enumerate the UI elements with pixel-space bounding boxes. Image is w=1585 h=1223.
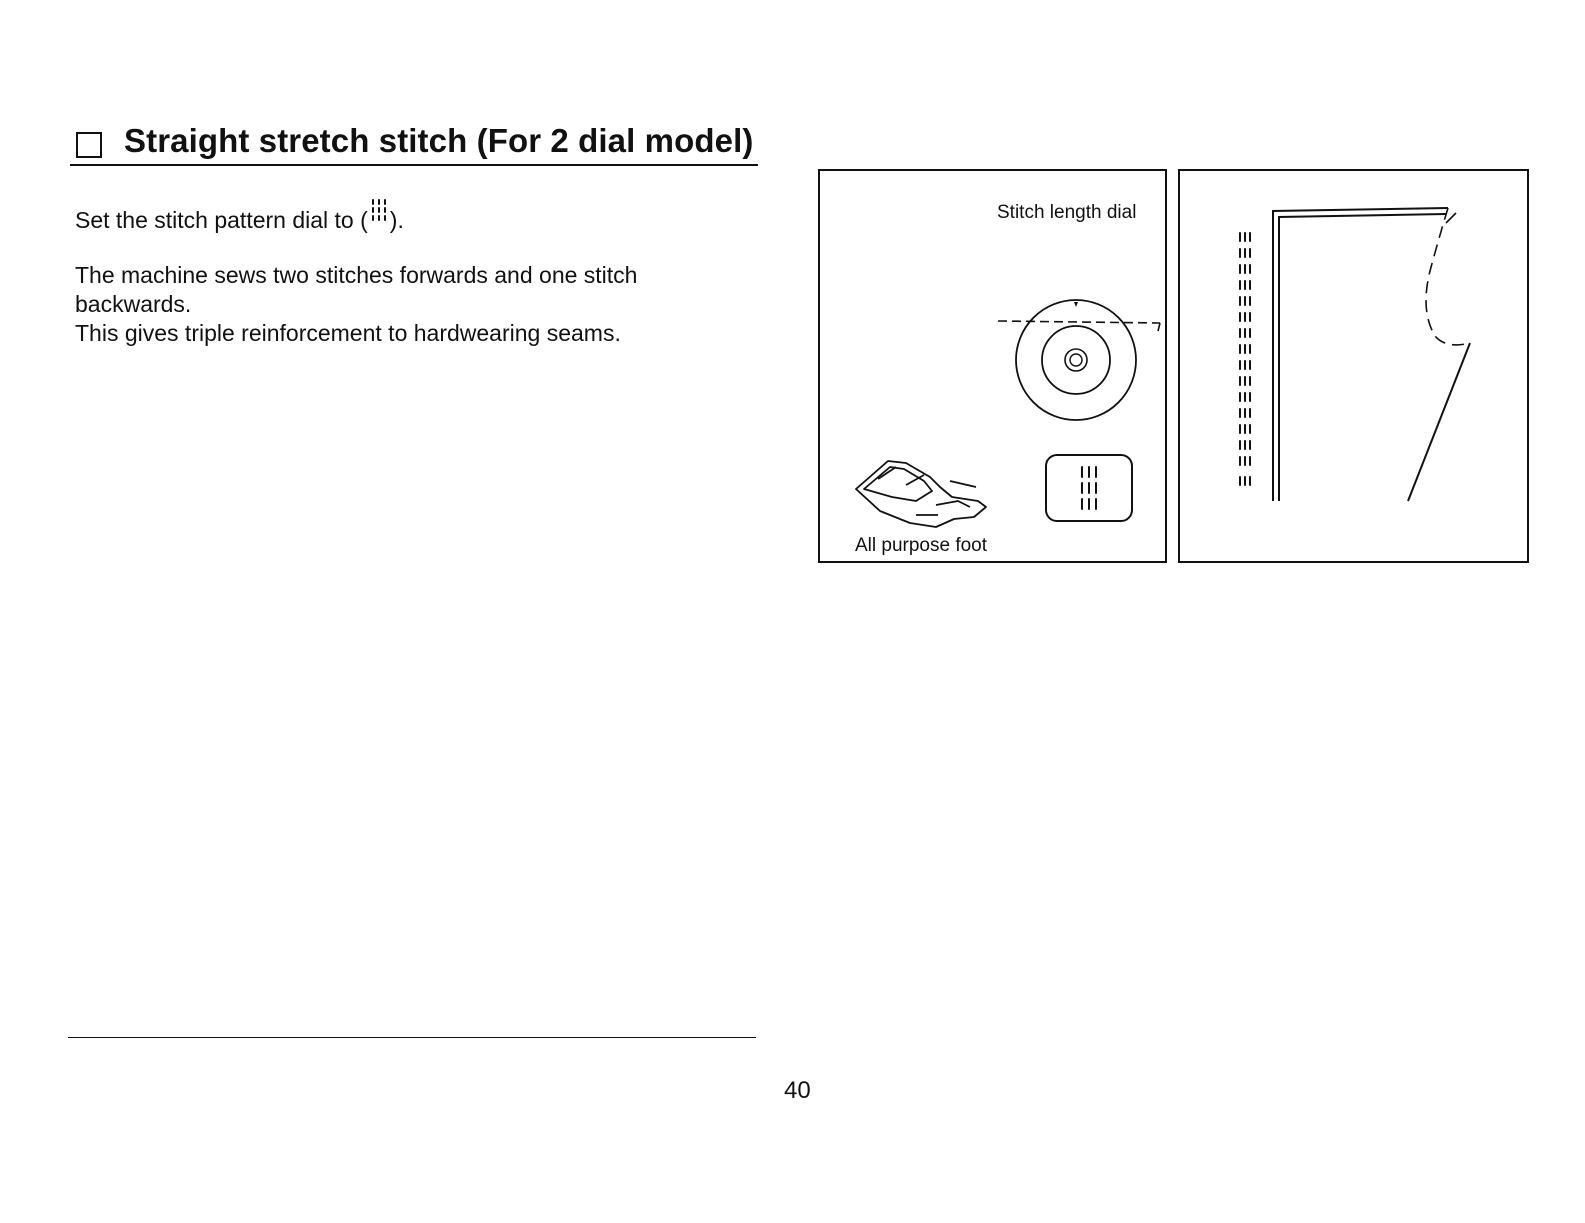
- instruction-line-pattern: [75, 202, 404, 235]
- instruction-line-4: This gives triple reinforcement to hardwearing seams.: [75, 320, 621, 346]
- presser-foot-icon: [820, 171, 1169, 565]
- footer-divider: [68, 1037, 756, 1038]
- triple-stitch-row-icon: [1240, 233, 1250, 485]
- fabric-seam-illustration: [1180, 171, 1531, 565]
- checkbox-square-icon: [76, 132, 102, 158]
- instruction-text-after-glyph: ).: [389, 207, 404, 233]
- section-heading: [70, 118, 758, 166]
- instruction-text-before-glyph: Set the stitch pattern dial to (: [75, 207, 368, 233]
- section-title: Straight stretch stitch (For 2 dial model): [124, 122, 754, 159]
- stitch-length-dial-label: Stitch length dial: [997, 202, 1137, 223]
- instruction-line-3: backwards.: [75, 291, 192, 317]
- instruction-line-2: The machine sews two stitches forwards and one stitch: [75, 262, 638, 288]
- all-purpose-foot-label: All purpose foot: [855, 535, 988, 556]
- page-number: 40: [784, 1077, 811, 1104]
- figure-seam-example: [1178, 169, 1529, 563]
- triple-stitch-pattern-icon: [368, 198, 390, 228]
- figure-dial-and-foot: [818, 169, 1167, 563]
